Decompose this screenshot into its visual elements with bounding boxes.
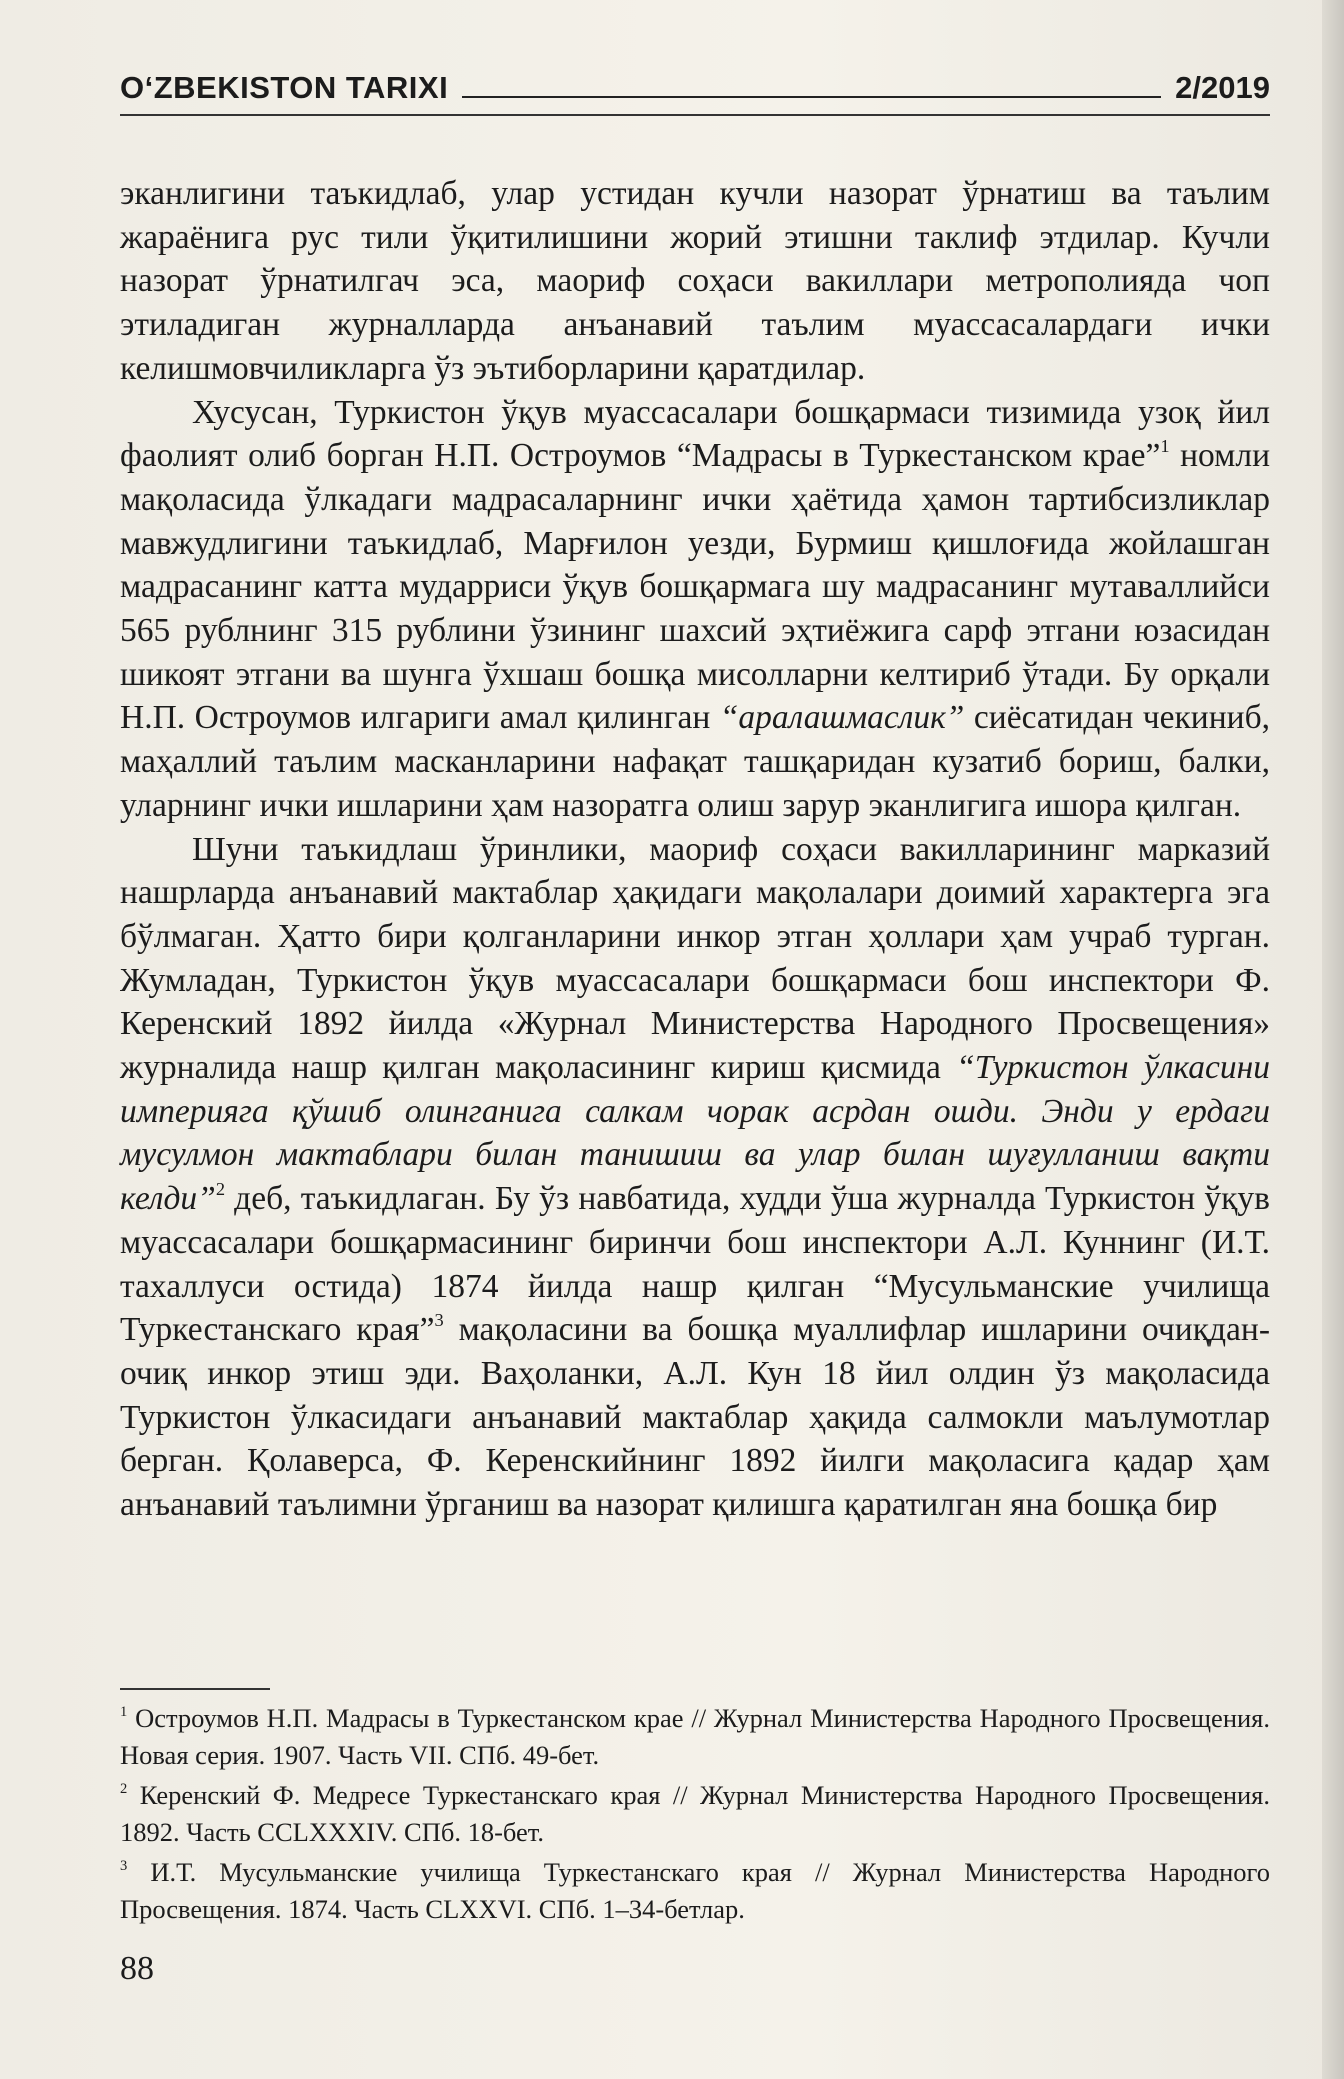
running-header — [120, 62, 1270, 106]
article-body — [120, 172, 1270, 1527]
footnote-number-1: 1 — [120, 1704, 128, 1721]
paragraph-3-italic-quote: “Туркистон ўлкасини империяга қўшиб олинганига салкам чорак асрдан ошди. Энди у ердаги мусулмон мактаблари билан танишиш ва улар билан шуғулланиш вақти келди” — [120, 1049, 1270, 1218]
footnote-1 — [120, 1700, 1270, 1773]
page-number: 88 — [120, 1950, 154, 1987]
footnote-text-1: Остроумов Н.П. Мадрасы в Туркестанском крае // Журнал Министерства Народного Просвещения. Новая серия. 1907. Часть VII. СПб. 49-бет. — [120, 1703, 1270, 1770]
footnote-ref-2[interactable]: 2 — [215, 1179, 226, 1200]
paragraph-2-text-c: сиёсатидан чекиниб, маҳаллий таълим масканларини нафақат ташқаридан кузатиб бориш, балки, уларнинг ички ишларини ҳам назоратга олиш зарур эканлигига ишора қилган. — [120, 699, 1270, 824]
footnote-text-3: И.Т. Мусульманские училища Туркестанскаго края // Журнал Министерства Народного Просвещения. 1874. Часть CLXXVI. СПб. 1–34-бетлар. — [120, 1857, 1270, 1924]
paragraph-2 — [120, 391, 1270, 828]
footnote-number-3: 3 — [120, 1858, 128, 1875]
paragraph-3 — [120, 828, 1270, 1527]
paragraph-3-text-a: Шуни таъкидлаш ўринлики, маориф соҳаси вакилларининг марказий нашрларда анъанавий мактаблар ҳақидаги мақолалари доимий характерга эга бўлмаган. Ҳатто бири қолганларини инкор этган ҳоллари ҳам учраб турган. Жумладан, Туркистон ўқув муассасалари бошқармаси бош инспектори Ф. Керенский 1892 йилда «Журнал Министерства Народного Просвещения» журналида нашр қилган мақоласининг кириш қисмида — [120, 830, 1270, 1087]
footnote-text-2: Керенский Ф. Медресе Туркестанскаго края // Журнал Министерства Народного Просвещения. 1892. Часть CCLXXXIV. СПб. 18-бет. — [120, 1780, 1270, 1847]
header-rule — [120, 114, 1270, 116]
footnote-2 — [120, 1777, 1270, 1850]
paragraph-3-text-b: деб, таъкидлаган. Бу ўз навбатида, худди ўша журналда Туркистон ўқув муассасалари бошқармасининг биринчи бош инспектори А.Л. Куннинг (И.Т. тахаллуси остида) 1874 йилда нашр қилган “Мусульманские училища Туркестанскаго края” — [120, 1180, 1270, 1349]
page-edge-shadow — [1322, 0, 1344, 2079]
footnote-ref-1[interactable]: 1 — [1160, 436, 1170, 457]
paragraph-2-text-a: Хусусан, Туркистон ўқув муассасалари бошқармаси тизимида узоқ йил фаолият олиб борган Н.П. Остроумов “Мадрасы в Туркестанском крае” — [120, 393, 1270, 475]
footnote-ref-3[interactable]: 3 — [434, 1310, 444, 1331]
paragraph-3-text-c: мақоласини ва бошқа муаллифлар ишларини очиқдан-очиқ инкор этиш эди. Ваҳоланки, А.Л. Кун 18 йил олдин ўз мақоласида Туркистон ўлкасидаги анъанавий мактаблар ҳақида салмокли маълумотлар берган. Қолаверса, Ф. Керенскийнинг 1892 йилги мақоласига қадар ҳам анъанавий таълимни ўрганиш ва назорат қилишга қаратилган яна бошқа бир — [120, 1311, 1270, 1524]
paragraph-2-text-b: номли мақоласида ўлкадаги мадрасаларнинг ички ҳаётида ҳамон тартибсизликлар мавжудлигини таъкидлаб, Марғилон уезди, Бурмиш қишлоғида жойлашган мадрасанинг катта мударриси ўқув бошқармага шу мадрасанинг мутаваллийси 565 рублнинг 315 рублини ўзининг шахсий эҳтиёжига сарф этгани юзасидан шикоят этгани ва шунга ўхшаш бошқа мисолларни келтириб ўтади. Бу орқали Н.П. Остроумов илгариги амал қилинган — [120, 437, 1270, 737]
footnote-number-2: 2 — [120, 1781, 128, 1798]
footnote-3 — [120, 1854, 1270, 1927]
journal-title: O‘ZBEKISTON TARIXI — [120, 70, 449, 105]
footnote-separator — [120, 1688, 270, 1690]
issue-number: 2/2019 — [1175, 70, 1270, 105]
footnotes — [120, 1700, 1270, 1931]
paragraph-2-italic: “аралашмаслик” — [719, 699, 965, 737]
paragraph-1: эканлигини таъкидлаб, улар устидан кучли назорат ўрнатиш ва таълим жараёнига рус тили ўқитилишини жорий этишни таклиф этдилар. Кучли назорат ўрнатилгач эса, маориф соҳаси вакиллари метрополияда чоп этиладиган журналларда анъанавий таълим муассасалардаги ички келишмовчиликларга ўз эътиборларини қаратдилар. — [120, 175, 1270, 387]
header-line — [462, 96, 1161, 98]
